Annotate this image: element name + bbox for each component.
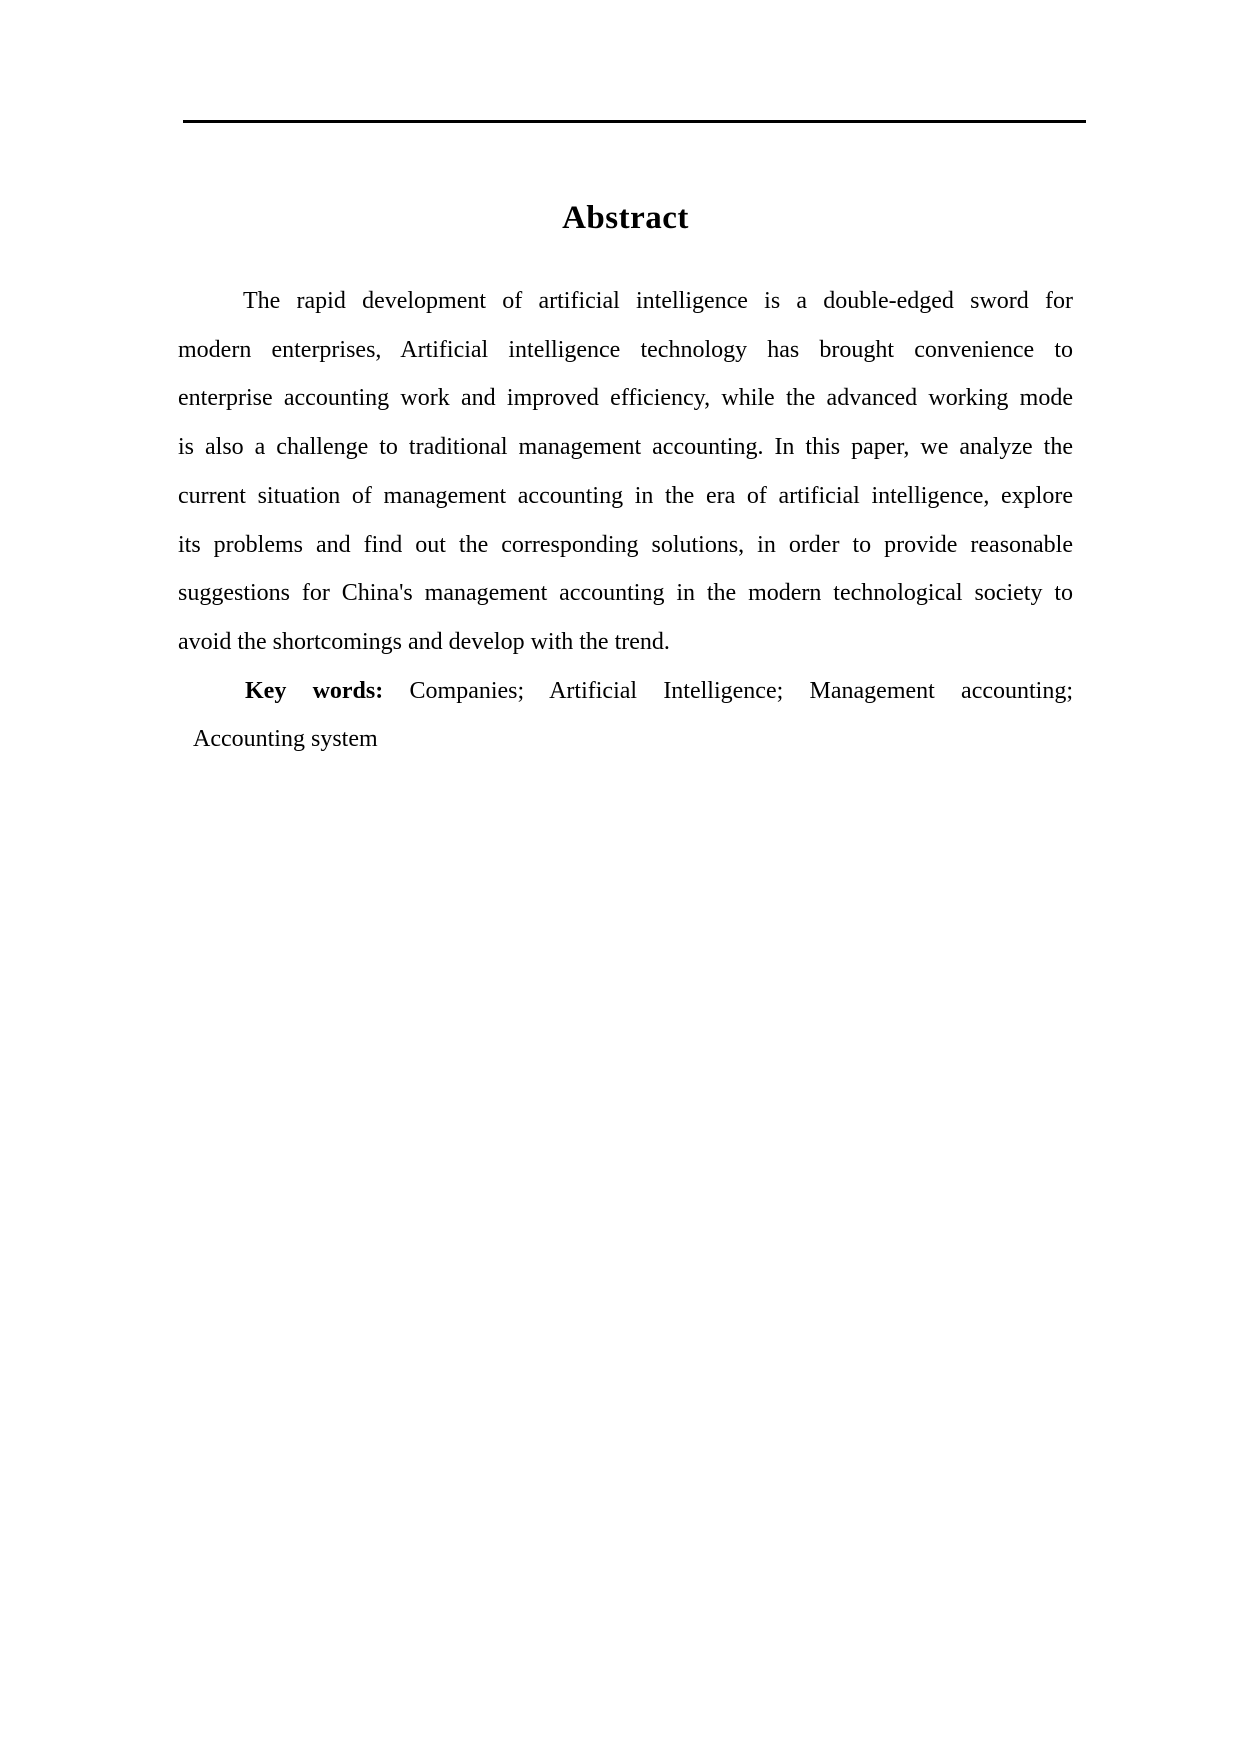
paragraph-line: suggestions for China's management accounting in the modern technological society to [178, 580, 1073, 607]
paragraph-line: is also a challenge to traditional management accounting. In this paper, we analyze the [178, 434, 1073, 461]
paragraph-line: its problems and find out the corresponding solutions, in order to provide reasonable [178, 531, 1073, 558]
abstract-body [178, 277, 1073, 764]
keywords-line [178, 667, 1073, 716]
keywords-continuation: Accounting system [193, 726, 378, 753]
keywords-label: Key words: [245, 677, 384, 704]
keywords-items: Companies; Artificial Intelligence; Management accounting; [409, 677, 1074, 704]
paragraph-line: enterprise accounting work and improved efficiency, while the advanced working mode [178, 385, 1073, 412]
paragraph-line: current situation of management accounting in the era of artificial intelligence, explore [178, 482, 1073, 509]
header-divider-rule [183, 120, 1086, 123]
paragraph-line: The rapid development of artificial intelligence is a double-edged sword for [243, 288, 1073, 314]
abstract-heading: Abstract [562, 200, 689, 236]
paragraph-line: avoid the shortcomings and develop with the trend. [178, 628, 670, 655]
paragraph-line: modern enterprises, Artificial intelligence technology has brought convenience to [178, 336, 1073, 363]
